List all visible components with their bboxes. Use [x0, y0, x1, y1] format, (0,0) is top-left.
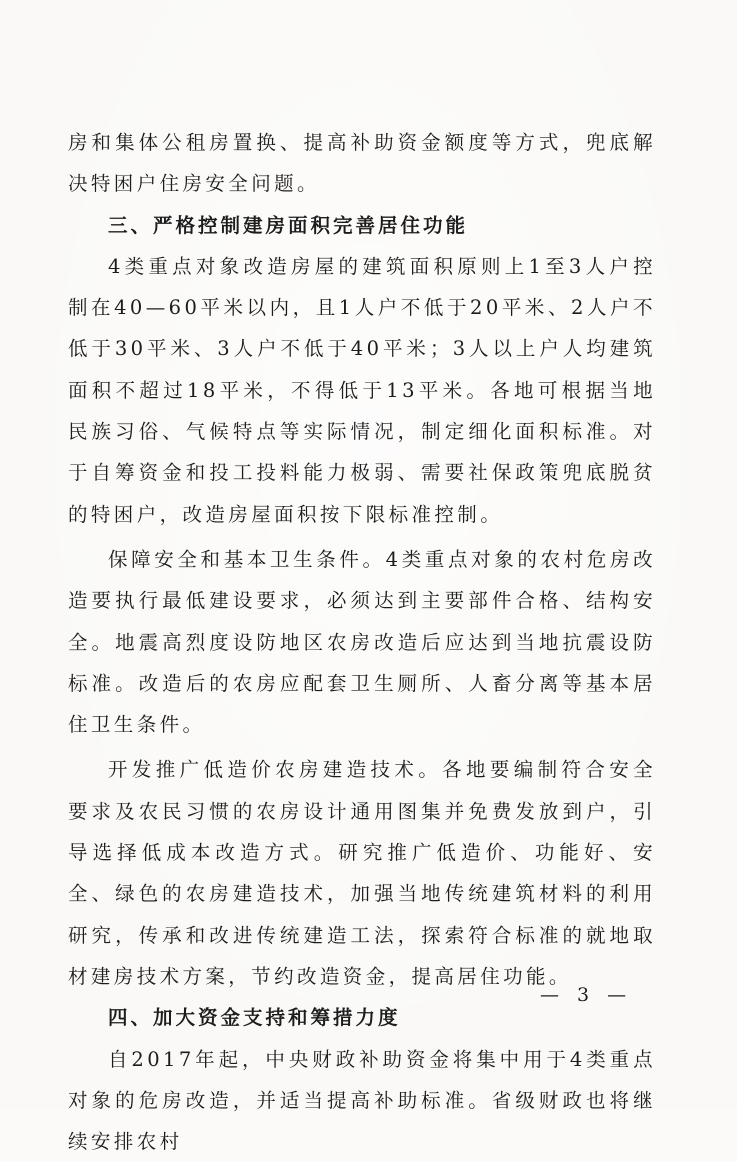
paragraph-safety-sanitation: 保障安全和基本卫生条件。4类重点对象的农村危房改造要执行最低建设要求，必须达到主要部件合格、结构安全。地震高烈度设防地区农房改造后应达到当地抗震设防标准。改造后的农房应配套卫生厕所、人畜分离等基本居住卫生条件。	[68, 547, 656, 737]
paragraph-area-control: 4类重点对象改造房屋的建筑面积原则上1至3人户控制在40—60平米以内，且1人户不低于20平米、2人户不低于30平米、3人户不低于40平米；3人以上户人均建筑面积不超过18平米，不得低于13平米。各地可根据当地民族习俗、气候特点等实际情况，制定细化面积标准。对于自筹资金和投工投料能力极弱、需要社保政策兜底脱贫的特困户，改造房屋面积按下限标准控制。	[68, 254, 656, 526]
paragraph-funding: 自2017年起，中央财政补助资金将集中用于4类重点对象的危房改造，并适当提高补助标准。省级财政也将继续安排农村	[68, 1047, 656, 1154]
document-body	[68, 122, 656, 1162]
section-heading-4: 四、加大资金支持和筹措力度	[108, 1006, 401, 1030]
page-number: — 3 —	[540, 984, 633, 1006]
paragraph-low-cost-technology: 开发推广低造价农房建造技术。各地要编制符合安全要求及农民习惯的农房设计通用图集并免费发放到户，引导选择低成本改造方式。研究推广低造价、功能好、安全、绿色的农房建造技术，加强当地传统建筑材料的利用研究，传承和改进传统建造工法，探索符合标准的就地取材建房技术方案，节约改造资金，提高居住功能。	[68, 758, 656, 988]
section-heading-3: 三、严格控制建房面积完善居住功能	[108, 213, 469, 237]
paragraph-continuation: 房和集体公租房置换、提高补助资金额度等方式，兜底解决特困户住房安全问题。	[68, 131, 656, 196]
